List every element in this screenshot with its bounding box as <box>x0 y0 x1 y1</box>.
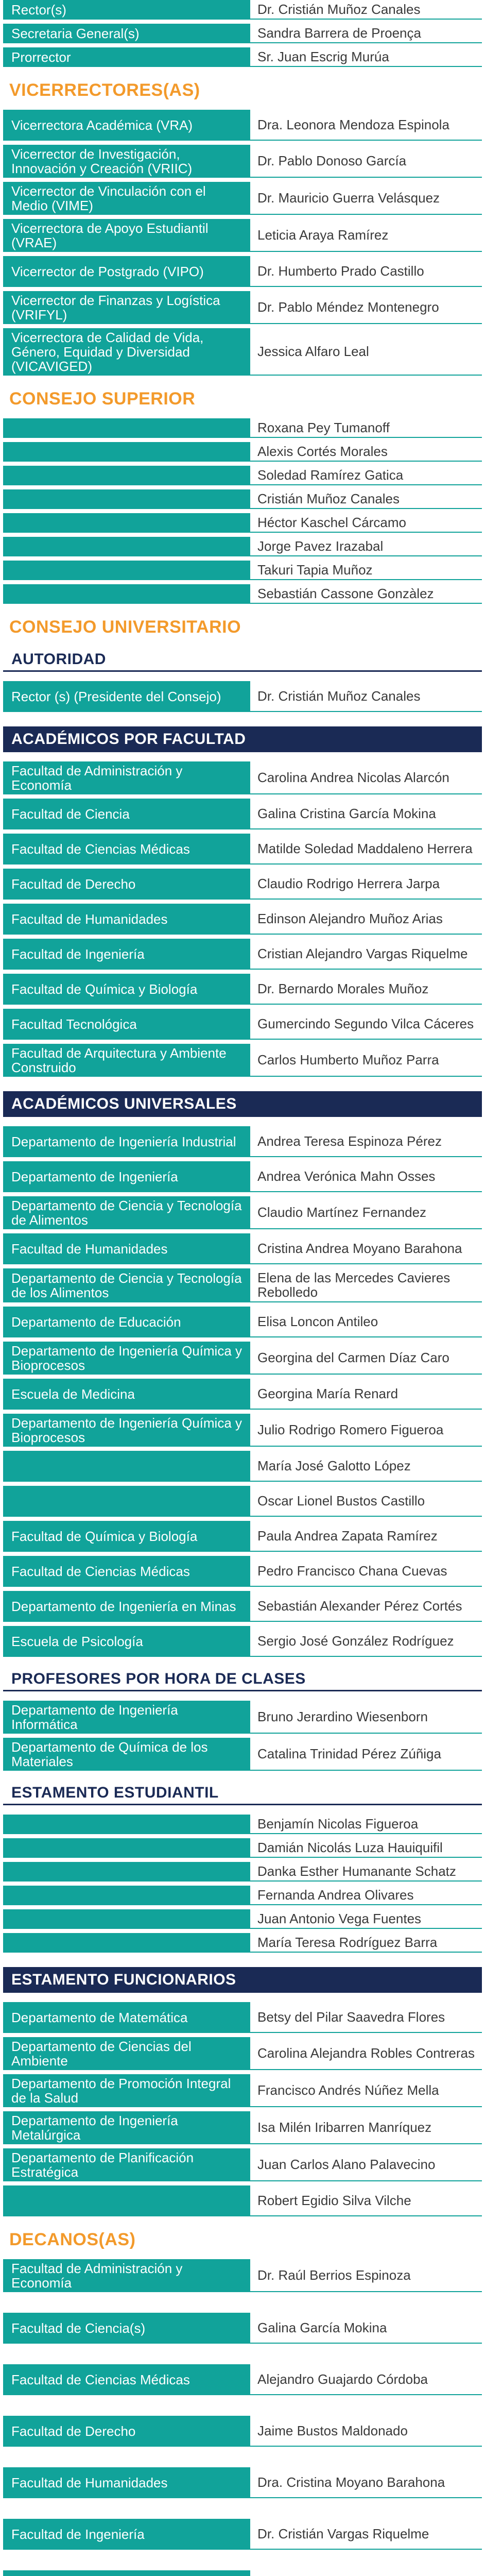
person-name: Héctor Kaschel Cárcamo <box>250 513 482 533</box>
position-label <box>3 561 250 580</box>
person-name: Carolina Alejandra Robles Contreras <box>250 2037 482 2070</box>
table-row <box>3 2416 482 2447</box>
position-label: Vicerrectora de Apoyo Estudiantil (VRAE) <box>3 219 250 252</box>
position-label: Vicerrectora Académica (VRA) <box>3 110 250 141</box>
position-label: Rector(s) <box>3 0 250 20</box>
faculty-label: Facultad de Administración y Economía <box>3 761 250 794</box>
position-label <box>3 489 250 509</box>
table-row <box>3 1126 482 1157</box>
table-row <box>3 974 482 1005</box>
person-name: Andrea Teresa Espinoza Pérez <box>250 1126 482 1157</box>
person-name: Elisa Loncon Antileo <box>250 1307 482 1337</box>
table-row <box>3 2111 482 2144</box>
table-row <box>3 1342 482 1375</box>
table-row <box>3 1626 482 1657</box>
person-name: Danka Esther Humanante Schatz <box>250 1862 482 1882</box>
table-row <box>3 513 482 533</box>
table-row <box>3 2467 482 2498</box>
table-row <box>3 584 482 604</box>
person-name: Claudio Rodrigo Herrera Jarpa <box>250 869 482 900</box>
person-name: Roxana Pey Tumanoff <box>250 418 482 438</box>
table-row <box>3 489 482 509</box>
department-label: Departamento de Ingeniería Química y Bioprocesos <box>3 1414 250 1447</box>
table-row <box>3 2148 482 2181</box>
position-label: Vicerrectora de Calidad de Vida, Género, Equidad y Diversidad (VICAVIGED) <box>3 328 250 376</box>
person-name: Benjamín Nicolas Figueroa <box>250 1815 482 1834</box>
table-row <box>3 442 482 462</box>
person-name: Matilde Soledad Maddaleno Herrera <box>250 834 482 865</box>
autoridad-table <box>0 681 485 712</box>
table-row <box>3 47 482 67</box>
department-label: Departamento de Ingeniería <box>3 1161 250 1192</box>
table-row <box>3 110 482 141</box>
person-name: Dr. Cristián Muñoz Canales <box>250 681 482 712</box>
person-name: Dr. Mauricio Guerra Velásquez <box>250 182 482 215</box>
department-label: Departamento de Ciencias del Ambiente <box>3 2037 250 2070</box>
person-name: Jessica Alfaro Leal <box>250 328 482 376</box>
person-name: Leticia Araya Ramírez <box>250 219 482 252</box>
person-name: Edinson Alejandro Muñoz Arias <box>250 904 482 935</box>
faculty-label: Facultad de Ciencia(s) <box>3 2313 250 2344</box>
person-name <box>250 2570 482 2576</box>
person-name: Alejandro Guajardo Córdoba <box>250 2364 482 2395</box>
table-row <box>3 182 482 215</box>
department-label: Facultad de Humanidades <box>3 1233 250 1264</box>
department-label <box>3 1815 250 1834</box>
department-label: Departamento de Ingeniería Metalúrgica <box>3 2111 250 2144</box>
person-name: Claudio Martínez Fernandez <box>250 1196 482 1229</box>
department-label: Departamento de Matemática <box>3 2002 250 2033</box>
person-name: Soledad Ramírez Gatica <box>250 466 482 485</box>
position-label: Vicerrector de Postgrado (VIPO) <box>3 256 250 287</box>
person-name: Sergio José González Rodríguez <box>250 1626 482 1657</box>
position-label: Rector (s) (Presidente del Consejo) <box>3 681 250 712</box>
person-name: Cristina Andrea Moyano Barahona <box>250 1233 482 1264</box>
table-row <box>3 1196 482 1229</box>
table-row <box>3 1451 482 1482</box>
person-name: Dra. Leonora Mendoza Espinola <box>250 110 482 141</box>
decanos-table <box>0 2259 485 2576</box>
section-title-vicerrectores: VICERRECTORES(AS) <box>9 80 200 100</box>
person-name: Sebastián Alexander Pérez Cortés <box>250 1591 482 1622</box>
table-row <box>3 2519 482 2550</box>
position-label <box>3 418 250 438</box>
person-name: María José Galotto López <box>250 1451 482 1482</box>
person-name: Dr. Cristián Vargas Riquelme <box>250 2519 482 2550</box>
position-label <box>3 442 250 462</box>
person-name: Paula Andrea Zapata Ramírez <box>250 1521 482 1552</box>
table-row <box>3 328 482 376</box>
table-row <box>3 2037 482 2070</box>
table-row <box>3 561 482 580</box>
faculty-label: Facultad de Ingeniería <box>3 2519 250 2550</box>
table-row <box>3 799 482 829</box>
table-row <box>3 1161 482 1192</box>
person-name: Sebastián Cassone Gonzàlez <box>250 584 482 604</box>
table-row <box>3 2364 482 2395</box>
table-row <box>3 1414 482 1447</box>
faculty-label: Facultad Tecnológica <box>3 1009 250 1040</box>
table-row <box>3 1933 482 1953</box>
department-label: Departamento de Ciencia y Tecnología de Alimentos <box>3 1196 250 1229</box>
faculty-label: Facultad de Administración y Economía <box>3 2259 250 2292</box>
table-row <box>3 291 482 324</box>
person-name: Pedro Francisco Chana Cuevas <box>250 1556 482 1587</box>
faculty-label: Facultad de Humanidades <box>3 2467 250 2498</box>
faculty-label: Facultad de Ingeniería <box>3 939 250 970</box>
person-name: Dr. Pablo Méndez Montenegro <box>250 291 482 324</box>
table-row <box>3 0 482 20</box>
table-row <box>3 1886 482 1905</box>
person-name: Damián Nicolás Luza Hauiquifil <box>250 1838 482 1858</box>
person-name: Julio Rodrigo Romero Figueroa <box>250 1414 482 1447</box>
table-row <box>3 256 482 287</box>
faculty-label: Facultad de Derecho <box>3 2416 250 2447</box>
consejo-superior-table <box>0 418 485 604</box>
table-row <box>3 1307 482 1337</box>
department-label: Facultad de Ciencias Médicas <box>3 1556 250 1587</box>
department-label <box>3 1486 250 1517</box>
table-row <box>3 2002 482 2033</box>
table-row <box>3 1909 482 1929</box>
table-row <box>3 537 482 556</box>
department-label: Departamento de Ingeniería Informática <box>3 1701 250 1734</box>
person-name: Galina García Mokina <box>250 2313 482 2344</box>
department-label: Departamento de Ciencia y Tecnología de los Alimentos <box>3 1268 250 1302</box>
table-row <box>3 939 482 970</box>
faculty-label: Facultad de Ciencias Médicas <box>3 2364 250 2395</box>
department-label: Departamento de Planificación Estratégica <box>3 2148 250 2181</box>
position-label: Vicerrector de Vinculación con el Medio (VIME) <box>3 182 250 215</box>
table-row <box>3 1815 482 1834</box>
person-name: Carolina Andrea Nicolas Alarcón <box>250 761 482 794</box>
position-label: Vicerrector de Investigación, Innovación y Creación (VRIIC) <box>3 145 250 178</box>
table-row <box>3 681 482 712</box>
person-name: Sandra Barrera de Proença <box>250 24 482 43</box>
person-name: Gumercindo Segundo Vilca Cáceres <box>250 1009 482 1040</box>
table-row <box>3 24 482 43</box>
table-row <box>3 1701 482 1734</box>
person-name: Georgina del Carmen Díaz Caro <box>250 1342 482 1375</box>
profesores-table <box>0 1701 485 1771</box>
person-name: Sr. Juan Escrig Murúa <box>250 47 482 67</box>
department-label: Facultad de Química y Biología <box>3 1521 250 1552</box>
table-row <box>3 1862 482 1882</box>
person-name: Betsy del Pilar Saavedra Flores <box>250 2002 482 2033</box>
department-label <box>3 1909 250 1929</box>
person-name: Dr. Bernardo Morales Muñoz <box>250 974 482 1005</box>
section-title-decanos: DECANOS(AS) <box>9 2230 136 2249</box>
table-row <box>3 1044 482 1077</box>
table-row <box>3 219 482 252</box>
table-row <box>3 2185 482 2216</box>
table-row <box>3 2313 482 2344</box>
table-row <box>3 1486 482 1517</box>
person-name: Francisco Andrés Núñez Mella <box>250 2074 482 2107</box>
vicerrectores-table <box>0 110 485 376</box>
department-label: Departamento de Promoción Integral de la Salud <box>3 2074 250 2107</box>
department-label <box>3 1886 250 1905</box>
person-name: Dra. Cristina Moyano Barahona <box>250 2467 482 2498</box>
table-row <box>3 869 482 900</box>
position-label <box>3 584 250 604</box>
person-name: Jorge Pavez Irazabal <box>250 537 482 556</box>
person-name: Andrea Verónica Mahn Osses <box>250 1161 482 1192</box>
position-label: Secretaria General(s) <box>3 24 250 43</box>
person-name: Catalina Trinidad Pérez Zúñiga <box>250 1738 482 1771</box>
person-name: Elena de las Mercedes Cavieres Rebolledo <box>250 1268 482 1302</box>
faculty-label: Facultad de Ciencias Médicas <box>3 834 250 865</box>
faculty-label: Facultad de Arquitectura y Ambiente Construido <box>3 1044 250 1077</box>
department-label <box>3 1838 250 1858</box>
person-name: Bruno Jerardino Wiesenborn <box>250 1701 482 1734</box>
table-row <box>3 1591 482 1622</box>
table-row <box>3 1009 482 1040</box>
department-label <box>3 1933 250 1953</box>
table-row <box>3 834 482 865</box>
person-name: Juan Carlos Alano Palavecino <box>250 2148 482 2181</box>
table-row <box>3 2570 482 2576</box>
section-title-consejo-universitario: CONSEJO UNIVERSITARIO <box>9 617 241 637</box>
section-title-consejo-superior: CONSEJO SUPERIOR <box>9 389 196 409</box>
department-label: Departamento de Ingeniería Industrial <box>3 1126 250 1157</box>
position-label <box>3 537 250 556</box>
department-label <box>3 2185 250 2216</box>
person-name: Takuri Tapia Muñoz <box>250 561 482 580</box>
person-name: Dr. Humberto Prado Castillo <box>250 256 482 287</box>
table-row <box>3 761 482 794</box>
table-row <box>3 1838 482 1858</box>
person-name: María Teresa Rodríguez Barra <box>250 1933 482 1953</box>
department-label: Escuela de Medicina <box>3 1379 250 1410</box>
person-name: Georgina María Renard <box>250 1379 482 1410</box>
person-name: Jaime Bustos Maldonado <box>250 2416 482 2447</box>
subsection-title-facultad: ACADÉMICOS POR FACULTAD <box>3 726 482 752</box>
department-label: Departamento de Química de los Materiales <box>3 1738 250 1771</box>
faculty-label: Facultad de Ciencia <box>3 799 250 829</box>
estudiantil-table <box>0 1815 485 1953</box>
table-row <box>3 1556 482 1587</box>
department-label <box>3 1451 250 1482</box>
faculty-label: Facultad de Química y Biología <box>3 974 250 1005</box>
facultad-table <box>0 761 485 1077</box>
faculty-label: Facultad de Humanidades <box>3 904 250 935</box>
faculty-label <box>3 2570 250 2576</box>
person-name: Alexis Cortés Morales <box>250 442 482 462</box>
department-label: Departamento de Educación <box>3 1307 250 1337</box>
person-name: Fernanda Andrea Olivares <box>250 1886 482 1905</box>
person-name: Dr. Raúl Berrios Espinoza <box>250 2259 482 2292</box>
table-row <box>3 1379 482 1410</box>
person-name: Robert Egidio Silva Vilche <box>250 2185 482 2216</box>
position-label <box>3 513 250 533</box>
person-name: Galina Cristina García Mokina <box>250 799 482 829</box>
person-name: Cristián Muñoz Canales <box>250 489 482 509</box>
department-label: Escuela de Psicología <box>3 1626 250 1657</box>
subsection-title-estudiantil: ESTAMENTO ESTUDIANTIL <box>3 1781 482 1805</box>
position-label <box>3 466 250 485</box>
person-name: Juan Antonio Vega Fuentes <box>250 1909 482 1929</box>
table-row <box>3 2259 482 2292</box>
position-label: Prorrector <box>3 47 250 67</box>
table-row <box>3 1233 482 1264</box>
department-label: Departamento de Ingeniería Química y Bioprocesos <box>3 1342 250 1375</box>
table-row <box>3 145 482 178</box>
faculty-label: Facultad de Derecho <box>3 869 250 900</box>
universales-table <box>0 1126 485 1657</box>
department-label <box>3 1862 250 1882</box>
table-row <box>3 418 482 438</box>
person-name: Isa Milén Iribarren Manríquez <box>250 2111 482 2144</box>
table-row <box>3 1268 482 1302</box>
top-authorities <box>0 0 485 67</box>
table-row <box>3 1738 482 1771</box>
table-row <box>3 466 482 485</box>
person-name: Cristian Alejandro Vargas Riquelme <box>250 939 482 970</box>
subsection-title-universales: ACADÉMICOS UNIVERSALES <box>3 1091 482 1117</box>
table-row <box>3 904 482 935</box>
subsection-title-autoridad: AUTORIDAD <box>3 648 482 672</box>
subsection-title-profesores: PROFESORES POR HORA DE CLASES <box>3 1667 482 1691</box>
department-label: Departamento de Ingeniería en Minas <box>3 1591 250 1622</box>
person-name: Carlos Humberto Muñoz Parra <box>250 1044 482 1077</box>
funcionarios-table <box>0 2002 485 2216</box>
person-name: Dr. Pablo Donoso García <box>250 145 482 178</box>
person-name: Oscar Lionel Bustos Castillo <box>250 1486 482 1517</box>
subsection-title-funcionarios: ESTAMENTO FUNCIONARIOS <box>3 1967 482 1993</box>
position-label: Vicerrector de Finanzas y Logística (VRIFYL) <box>3 291 250 324</box>
table-row <box>3 2074 482 2107</box>
table-row <box>3 1521 482 1552</box>
person-name: Dr. Cristián Muñoz Canales <box>250 0 482 20</box>
